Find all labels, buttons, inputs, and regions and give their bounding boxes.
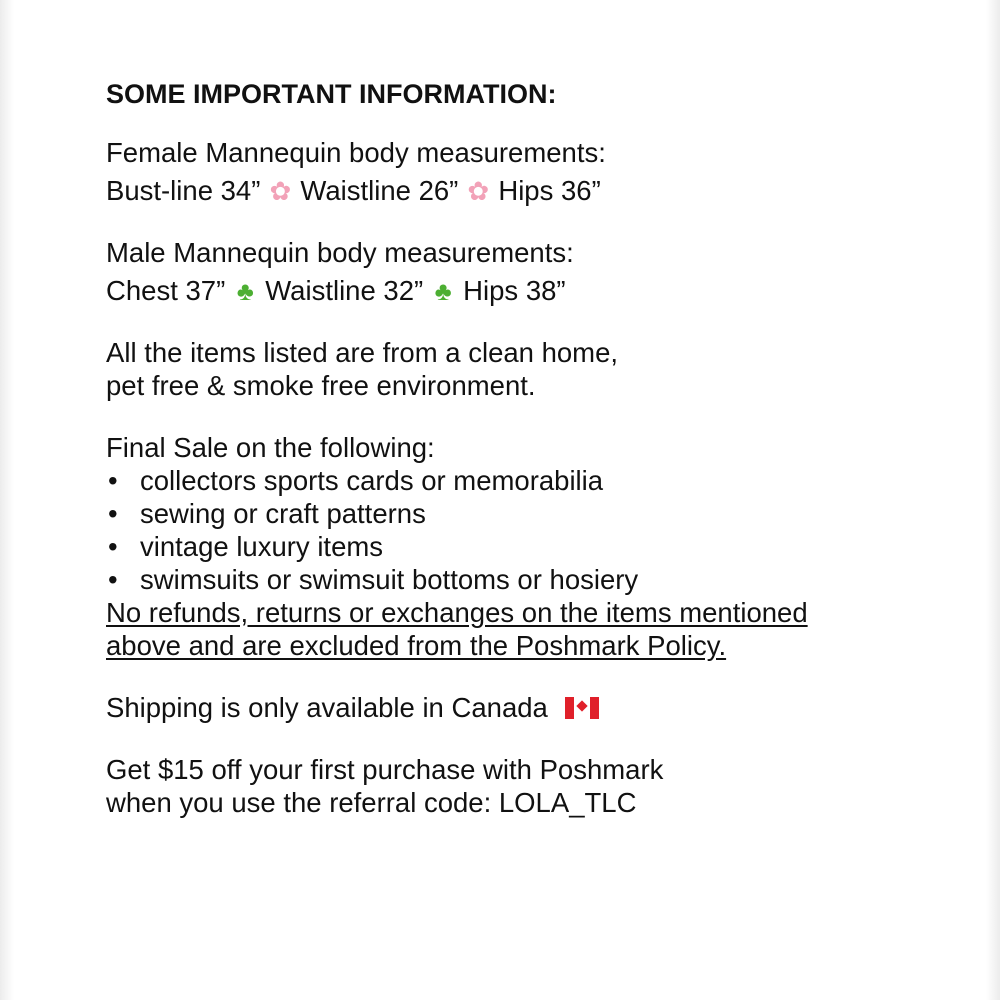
four-leaf-clover-icon: ♣ (236, 275, 254, 306)
final-sale-section (106, 431, 926, 662)
male-chest: Chest 37” (106, 275, 226, 306)
female-measurements-title: Female Mannequin body measurements: (106, 137, 606, 168)
list-item (106, 563, 926, 596)
environment-line-1: All the items listed are from a clean home, (106, 337, 619, 368)
final-sale-title: Final Sale on the following: (106, 432, 435, 463)
list-item (106, 530, 926, 563)
policy-line-1: No refunds, returns or exchanges on the items mentioned (106, 597, 808, 628)
list-item-text: swimsuits or swimsuit bottoms or hosiery (140, 564, 639, 595)
female-measurements (106, 136, 926, 207)
list-item-text: sewing or craft patterns (140, 498, 426, 529)
male-measurements (106, 236, 926, 307)
bullet-icon: • (108, 465, 118, 496)
referral-line-1: Get $15 off your first purchase with Poshmark (106, 754, 664, 785)
female-measurements-row (106, 174, 926, 207)
right-edge-shadow (986, 0, 1000, 1000)
left-edge-shadow (0, 0, 14, 1000)
shipping-note (106, 691, 926, 724)
cherry-blossom-icon: ✿ (467, 175, 490, 206)
male-hips: Hips 38” (463, 275, 566, 306)
environment-line-2: pet free & smoke free environment. (106, 370, 536, 401)
cherry-blossom-icon: ✿ (269, 175, 292, 206)
environment-note (106, 336, 926, 402)
final-sale-list (106, 464, 926, 596)
four-leaf-clover-icon: ♣ (434, 275, 452, 306)
referral-note (106, 753, 926, 819)
bullet-icon: • (108, 564, 118, 595)
list-item (106, 464, 926, 497)
female-bust: Bust-line 34” (106, 175, 261, 206)
page-heading: SOME IMPORTANT INFORMATION: (106, 79, 557, 109)
male-measurements-title: Male Mannequin body measurements: (106, 237, 574, 268)
referral-line-2: when you use the referral code: LOLA_TLC (106, 787, 637, 818)
canada-flag-icon (565, 697, 599, 719)
bullet-icon: • (108, 531, 118, 562)
list-item (106, 497, 926, 530)
female-hips: Hips 36” (498, 175, 601, 206)
list-item-text: collectors sports cards or memorabilia (140, 465, 604, 496)
policy-line-2: above and are excluded from the Poshmark Policy. (106, 630, 727, 661)
info-content (106, 74, 926, 848)
female-waist: Waistline 26” (300, 175, 459, 206)
shipping-line (106, 691, 926, 724)
male-measurements-row (106, 274, 926, 307)
bullet-icon: • (108, 498, 118, 529)
list-item-text: vintage luxury items (140, 531, 384, 562)
male-waist: Waistline 32” (265, 275, 424, 306)
shipping-text: Shipping is only available in Canada (106, 692, 548, 723)
